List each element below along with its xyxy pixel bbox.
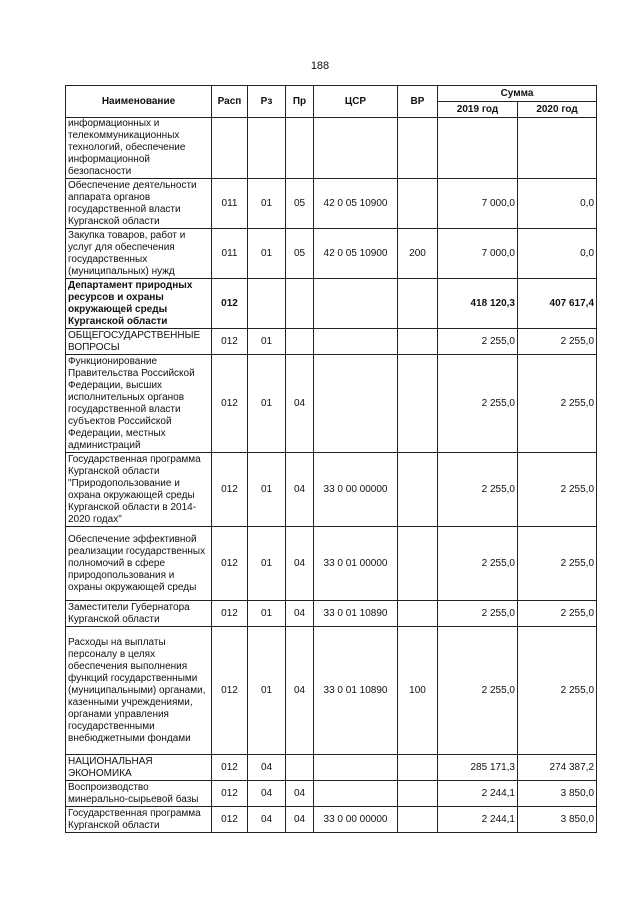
cell-csr: 33 0 00 00000 xyxy=(314,453,398,527)
cell-rasp: 012 xyxy=(212,355,248,453)
header-rasp: Расп xyxy=(212,86,248,118)
cell-pr: 04 xyxy=(286,781,314,807)
table-row xyxy=(66,329,597,355)
cell-y2019: 2 244,1 xyxy=(438,781,518,807)
header-2019: 2019 год xyxy=(438,102,518,118)
cell-vr xyxy=(398,329,438,355)
table-row xyxy=(66,781,597,807)
table-row xyxy=(66,355,597,453)
cell-vr xyxy=(398,453,438,527)
cell-y2020: 3 850,0 xyxy=(518,781,597,807)
budget-table xyxy=(65,85,597,833)
header-vr: ВР xyxy=(398,86,438,118)
header-name: Наименование xyxy=(66,86,212,118)
cell-name: Государственная программа Курганской области "Природопользование и охрана окружающей среды Курганской области в 2014-2020 годах" xyxy=(66,453,212,527)
cell-y2019: 2 244,1 xyxy=(438,807,518,833)
cell-name: Департамент природных ресурсов и охраны окружающей среды Курганской области xyxy=(66,279,212,329)
cell-csr: 42 0 05 10900 xyxy=(314,179,398,229)
cell-rz: 01 xyxy=(248,453,286,527)
cell-rz: 01 xyxy=(248,229,286,279)
cell-y2020 xyxy=(518,118,597,179)
cell-y2020: 2 255,0 xyxy=(518,329,597,355)
cell-name: Заместители Губернатора Курганской области xyxy=(66,601,212,627)
cell-y2020: 0,0 xyxy=(518,229,597,279)
header-rz: Рз xyxy=(248,86,286,118)
cell-y2019: 2 255,0 xyxy=(438,601,518,627)
cell-y2020: 2 255,0 xyxy=(518,355,597,453)
cell-vr xyxy=(398,527,438,601)
cell-pr xyxy=(286,279,314,329)
cell-rasp: 012 xyxy=(212,755,248,781)
cell-rasp: 012 xyxy=(212,627,248,755)
cell-vr xyxy=(398,279,438,329)
cell-rz: 01 xyxy=(248,329,286,355)
table-row xyxy=(66,527,597,601)
cell-rasp: 012 xyxy=(212,601,248,627)
cell-name: Расходы на выплаты персоналу в целях обеспечения выполнения функций государственными (муниципальными) органами, казенными учреждениями, органами управления государственными внебюджетными фондами xyxy=(66,627,212,755)
header-sum: Сумма xyxy=(438,86,597,102)
cell-y2020: 274 387,2 xyxy=(518,755,597,781)
cell-csr xyxy=(314,755,398,781)
cell-name: Обеспечение эффективной реализации государственных полномочий в сфере природопользования и охраны окружающей среды xyxy=(66,527,212,601)
cell-name: Обеспечение деятельности аппарата органов государственной власти Курганской области xyxy=(66,179,212,229)
cell-pr: 04 xyxy=(286,453,314,527)
cell-y2020: 2 255,0 xyxy=(518,627,597,755)
cell-pr: 05 xyxy=(286,229,314,279)
cell-vr xyxy=(398,807,438,833)
cell-vr xyxy=(398,601,438,627)
cell-pr xyxy=(286,755,314,781)
cell-name: ОБЩЕГОСУДАРСТВЕННЫЕ ВОПРОСЫ xyxy=(66,329,212,355)
cell-pr: 04 xyxy=(286,807,314,833)
table-row xyxy=(66,229,597,279)
cell-pr: 04 xyxy=(286,601,314,627)
cell-y2019: 2 255,0 xyxy=(438,329,518,355)
cell-y2020: 2 255,0 xyxy=(518,601,597,627)
header-2020: 2020 год xyxy=(518,102,597,118)
cell-y2019: 2 255,0 xyxy=(438,627,518,755)
cell-y2019: 2 255,0 xyxy=(438,355,518,453)
cell-csr xyxy=(314,781,398,807)
cell-vr xyxy=(398,179,438,229)
cell-rz: 01 xyxy=(248,601,286,627)
cell-rz: 04 xyxy=(248,755,286,781)
cell-csr: 42 0 05 10900 xyxy=(314,229,398,279)
cell-csr xyxy=(314,355,398,453)
cell-csr: 33 0 01 00000 xyxy=(314,527,398,601)
cell-y2019: 2 255,0 xyxy=(438,527,518,601)
cell-rasp: 012 xyxy=(212,781,248,807)
cell-y2020: 407 617,4 xyxy=(518,279,597,329)
table-header xyxy=(66,86,597,118)
cell-csr xyxy=(314,279,398,329)
cell-csr: 33 0 01 10890 xyxy=(314,627,398,755)
cell-rz: 04 xyxy=(248,807,286,833)
cell-csr xyxy=(314,329,398,355)
cell-y2019: 7 000,0 xyxy=(438,229,518,279)
table-row xyxy=(66,453,597,527)
table-body xyxy=(66,118,597,833)
cell-y2019: 7 000,0 xyxy=(438,179,518,229)
table-row xyxy=(66,755,597,781)
cell-rasp: 012 xyxy=(212,807,248,833)
cell-pr xyxy=(286,118,314,179)
cell-pr: 05 xyxy=(286,179,314,229)
cell-csr: 33 0 00 00000 xyxy=(314,807,398,833)
cell-rasp: 012 xyxy=(212,329,248,355)
cell-name: информационных и телекоммуникационных технологий, обеспечение информационной безопасности xyxy=(66,118,212,179)
cell-rasp xyxy=(212,118,248,179)
table-row xyxy=(66,179,597,229)
cell-rasp: 012 xyxy=(212,527,248,601)
cell-rasp: 012 xyxy=(212,453,248,527)
cell-y2019: 418 120,3 xyxy=(438,279,518,329)
table-row xyxy=(66,279,597,329)
cell-csr xyxy=(314,118,398,179)
table-row xyxy=(66,807,597,833)
cell-pr xyxy=(286,329,314,355)
cell-rz: 01 xyxy=(248,627,286,755)
cell-name: Функционирование Правительства Российской Федерации, высших исполнительных органов государственной власти субъектов Российской Федерации, местных администраций xyxy=(66,355,212,453)
cell-y2020: 3 850,0 xyxy=(518,807,597,833)
cell-vr xyxy=(398,755,438,781)
cell-name: Воспроизводство минерально-сырьевой базы xyxy=(66,781,212,807)
cell-rz xyxy=(248,279,286,329)
header-csr: ЦСР xyxy=(314,86,398,118)
cell-rz: 04 xyxy=(248,781,286,807)
cell-rasp: 011 xyxy=(212,229,248,279)
cell-y2019: 285 171,3 xyxy=(438,755,518,781)
cell-name: НАЦИОНАЛЬНАЯ ЭКОНОМИКА xyxy=(66,755,212,781)
cell-name: Государственная программа Курганской области xyxy=(66,807,212,833)
cell-pr: 04 xyxy=(286,627,314,755)
page-number: 188 xyxy=(310,60,330,72)
table-row xyxy=(66,118,597,179)
cell-pr: 04 xyxy=(286,355,314,453)
cell-rz xyxy=(248,118,286,179)
cell-rz: 01 xyxy=(248,527,286,601)
cell-y2020: 2 255,0 xyxy=(518,453,597,527)
cell-y2019: 2 255,0 xyxy=(438,453,518,527)
cell-pr: 04 xyxy=(286,527,314,601)
cell-y2020: 0,0 xyxy=(518,179,597,229)
header-pr: Пр xyxy=(286,86,314,118)
cell-y2020: 2 255,0 xyxy=(518,527,597,601)
table-row xyxy=(66,627,597,755)
cell-rz: 01 xyxy=(248,179,286,229)
cell-vr: 200 xyxy=(398,229,438,279)
cell-rz: 01 xyxy=(248,355,286,453)
cell-vr xyxy=(398,355,438,453)
cell-vr xyxy=(398,118,438,179)
cell-vr: 100 xyxy=(398,627,438,755)
cell-name: Закупка товаров, работ и услуг для обеспечения государственных (муниципальных) нужд xyxy=(66,229,212,279)
cell-rasp: 012 xyxy=(212,279,248,329)
cell-csr: 33 0 01 10890 xyxy=(314,601,398,627)
cell-y2019 xyxy=(438,118,518,179)
table-row xyxy=(66,601,597,627)
cell-rasp: 011 xyxy=(212,179,248,229)
cell-vr xyxy=(398,781,438,807)
